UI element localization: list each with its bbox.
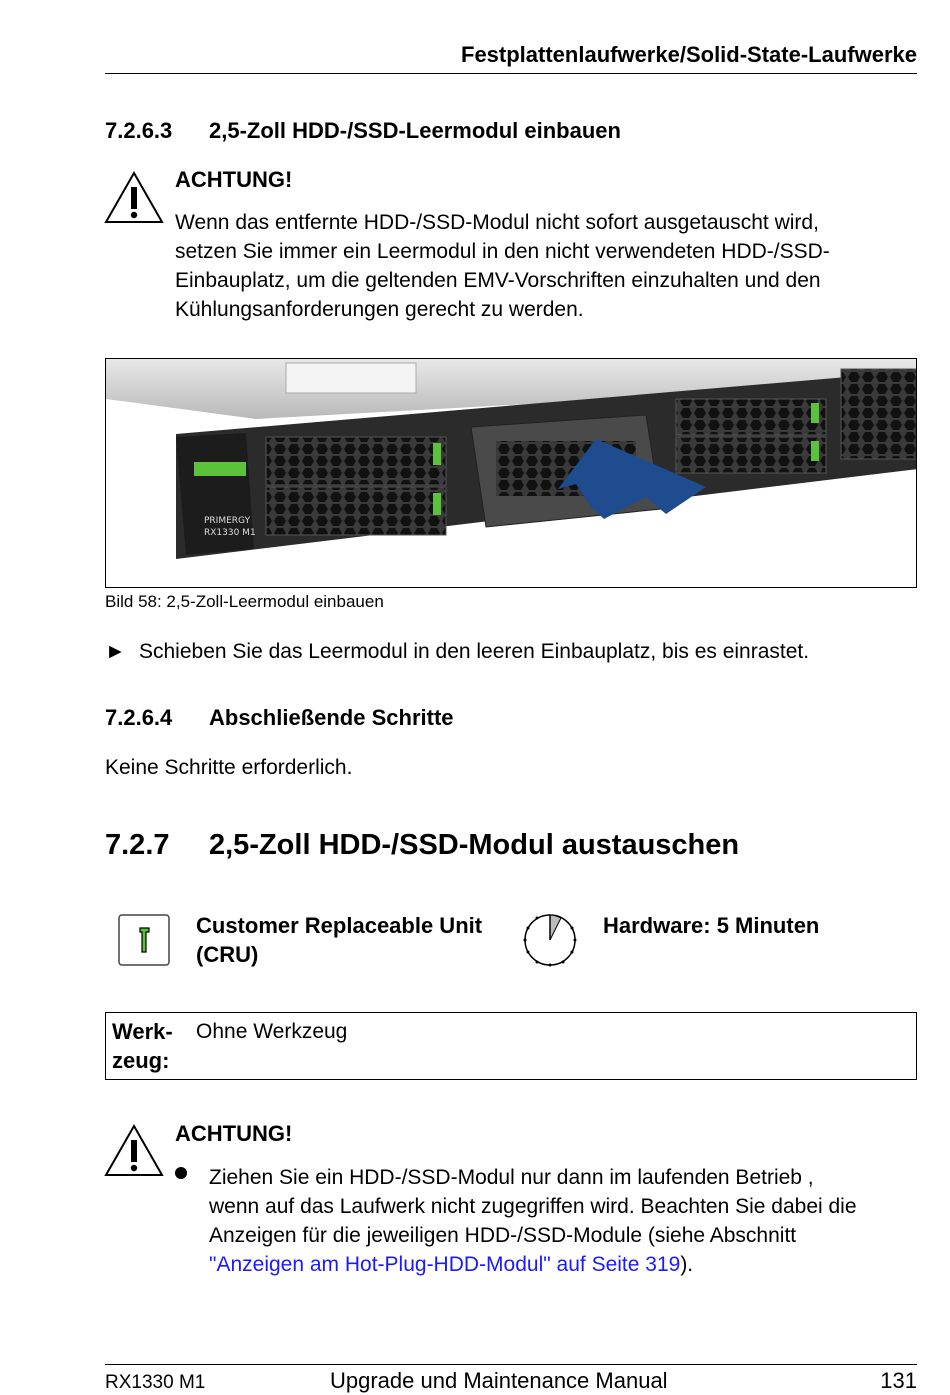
cru-label-line: Customer Replaceable Unit	[196, 913, 483, 938]
warning-triangle-icon	[103, 170, 165, 226]
drive-led	[811, 441, 819, 461]
drive-led	[433, 443, 441, 465]
caution-title: ACHTUNG!	[175, 167, 293, 192]
green-tab	[194, 462, 246, 476]
footer-manual-title: Upgrade und Maintenance Manual	[330, 1368, 668, 1393]
tool-label-line: Werk-	[112, 1019, 173, 1044]
bullet-icon	[173, 1165, 189, 1181]
drive-bay	[266, 437, 446, 485]
section-title: 2,5-Zoll HDD-/SSD-Modul austauschen	[209, 829, 740, 861]
caution-line: Kühlungsanforderungen gerecht zu werden.	[175, 298, 584, 321]
tool-label-line: zeug:	[112, 1048, 170, 1073]
section-heading-7-2-6-4	[105, 705, 454, 731]
cru-label-line: (CRU)	[196, 942, 259, 967]
caution-text	[175, 208, 915, 324]
section-number: 7.2.6.4	[105, 705, 173, 730]
step-marker-icon: ►	[105, 640, 126, 663]
header-rule	[105, 73, 917, 74]
footer-model: RX1330 M1	[105, 1372, 206, 1393]
caution-line: Wenn das entfernte HDD-/SSD-Modul nicht sofort ausgetauscht wird,	[175, 211, 819, 234]
drive-led	[811, 403, 819, 423]
section-text: Keine Schritte erforderlich.	[105, 756, 353, 779]
drive-bay	[266, 487, 446, 535]
figure-server-photo	[105, 358, 917, 588]
figure-caption: Bild 58: 2,5-Zoll-Leermodul einbauen	[105, 592, 384, 611]
model-label-2: RX1330 M1	[204, 528, 256, 538]
chassis-sticker	[286, 363, 416, 393]
section-title: 2,5-Zoll HDD-/SSD-Leermodul einbauen	[209, 118, 621, 143]
step-text: Schieben Sie das Leermodul in den leeren Einbauplatz, bis es einrastet.	[139, 640, 810, 663]
tool-value: Ohne Werkzeug	[196, 1020, 348, 1043]
link-suffix: ).	[680, 1253, 694, 1276]
cross-reference-link[interactable]: "Anzeigen am Hot-Plug-HDD-Modul" auf Seite 319	[209, 1253, 681, 1276]
caution-line: setzen Sie immer ein Leermodul in den nicht verwendeten HDD-/SSD-	[175, 240, 830, 263]
section-heading-7-2-7	[105, 829, 739, 862]
drive-bay	[676, 399, 826, 435]
drive-bay	[841, 369, 917, 459]
cru-wrench-icon	[118, 914, 170, 966]
page-number: 131	[880, 1368, 917, 1393]
cru-label	[196, 911, 482, 969]
clock-icon	[522, 912, 578, 968]
section-heading-7-2-6-3	[105, 118, 621, 144]
caution-bullet-text	[209, 1163, 919, 1279]
section-title: Abschließende Schritte	[209, 705, 454, 730]
warning-triangle-icon	[103, 1123, 165, 1179]
model-label-1: PRIMERGY	[204, 516, 251, 526]
caution-line: Einbauplatz, um die geltenden EMV-Vorschriften einzuhalten und den	[175, 269, 821, 292]
time-estimate: Hardware: 5 Minuten	[603, 913, 820, 938]
section-number: 7.2.6.3	[105, 118, 173, 143]
bullet-line: Anzeigen für die jeweiligen HDD-/SSD-Module (siehe Abschnitt	[209, 1224, 797, 1247]
section-number: 7.2.7	[105, 829, 170, 861]
bullet-line-with-link	[209, 1250, 919, 1279]
running-header: Festplattenlaufwerke/Solid-State-Laufwerke	[461, 42, 917, 67]
drive-led	[433, 493, 441, 515]
drive-bay	[676, 437, 826, 473]
tool-label	[112, 1017, 192, 1075]
bullet-line: Ziehen Sie ein HDD-/SSD-Modul nur dann im laufenden Betrieb ,	[209, 1166, 814, 1189]
caution-title: ACHTUNG!	[175, 1121, 293, 1146]
server-illustration	[106, 359, 917, 588]
bullet-line: wenn auf das Laufwerk nicht zugegriffen wird. Beachten Sie dabei die	[209, 1195, 857, 1218]
tool-requirement-box	[105, 1012, 917, 1080]
footer-rule	[105, 1364, 917, 1365]
